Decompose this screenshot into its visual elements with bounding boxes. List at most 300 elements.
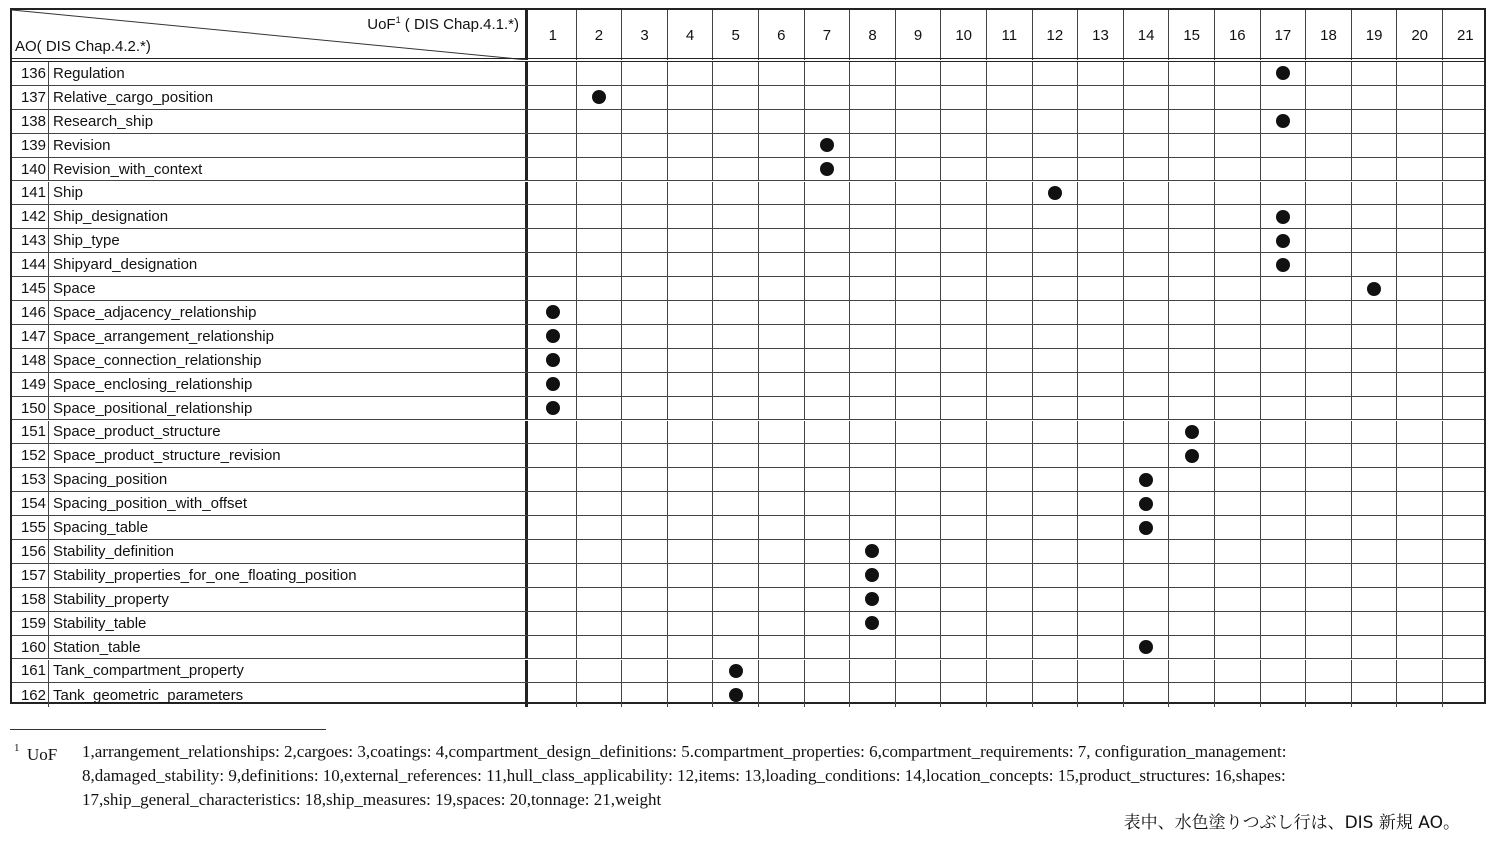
matrix-cell [1351, 421, 1397, 444]
matrix-cell [804, 86, 850, 109]
footnote-line-3: 17,ship_general_characteristics: 18,ship_measures: 19,spaces: 20,tonnage: 21,weight [82, 790, 662, 809]
matrix-cell [940, 253, 986, 276]
matrix-cell [1214, 62, 1260, 85]
matrix-cell [758, 325, 804, 348]
matrix-cell [804, 564, 850, 587]
matrix-cell [895, 421, 941, 444]
matrix-cell [1442, 660, 1488, 683]
matrix-cell [1168, 277, 1214, 300]
row-ao-name: Spacing_position [50, 468, 528, 491]
matrix-cell [1214, 660, 1260, 683]
matrix-cell [712, 492, 758, 515]
row-ao-name: Regulation [50, 62, 528, 85]
matrix-cell [1032, 158, 1078, 181]
column-header-2: 2 [576, 10, 622, 60]
table-row [12, 683, 1484, 707]
matrix-cell [621, 86, 667, 109]
matrix-cell [712, 373, 758, 396]
matrix-cell [1396, 421, 1442, 444]
matrix-cell [895, 86, 941, 109]
matrix-cell [1077, 62, 1123, 85]
matrix-cell [576, 325, 622, 348]
matrix-cell [1396, 468, 1442, 491]
matrix-cell [1168, 158, 1214, 181]
matrix-cell [758, 492, 804, 515]
matrix-cell [1351, 182, 1397, 205]
matrix-cell [1123, 516, 1169, 539]
matrix-cell [804, 110, 850, 133]
matrix-cell [849, 636, 895, 659]
matrix-cell [712, 540, 758, 563]
matrix-cell [1305, 421, 1351, 444]
matrix-cell [712, 182, 758, 205]
column-header-15: 15 [1168, 10, 1214, 60]
matrix-cell [1032, 134, 1078, 157]
matrix-cell [804, 349, 850, 372]
matrix-cell [712, 588, 758, 611]
row-number: 157 [12, 564, 49, 587]
matrix-cell [576, 301, 622, 324]
row-number: 149 [12, 373, 49, 396]
footnote-line-2: 8,damaged_stability: 9,definitions: 10,external_references: 11,hull_class_applicability: 12,items: 13,loading_conditions: 14,location_concepts: 15,product_structures: 16,shapes: [82, 766, 1286, 785]
matrix-cell [849, 516, 895, 539]
matrix-cell [530, 253, 576, 276]
matrix-cell [1305, 229, 1351, 252]
matrix-cell [986, 110, 1032, 133]
matrix-cell [1351, 325, 1397, 348]
matrix-cell [986, 612, 1032, 635]
matrix-cell [1396, 62, 1442, 85]
table-row [12, 62, 1484, 86]
matrix-cell [1260, 660, 1306, 683]
matrix-cell [621, 229, 667, 252]
matrix-cell [621, 516, 667, 539]
matrix-cell [1123, 373, 1169, 396]
matrix-cell [1214, 564, 1260, 587]
matrix-cell [895, 182, 941, 205]
matrix-cell [667, 564, 713, 587]
matrix-cell [849, 134, 895, 157]
matrix-cell [530, 277, 576, 300]
matrix-cell [1442, 134, 1488, 157]
matrix-cell [1032, 492, 1078, 515]
header-corner-cell [12, 10, 528, 60]
row-number: 142 [12, 205, 49, 228]
matrix-cell [1032, 229, 1078, 252]
matrix-cell [1032, 540, 1078, 563]
matrix-cell [1305, 588, 1351, 611]
matrix-cell [1168, 564, 1214, 587]
matrix-cell [1260, 301, 1306, 324]
column-header-10: 10 [940, 10, 986, 60]
matrix-cell [895, 134, 941, 157]
matrix-cell [667, 540, 713, 563]
matrix-cell [530, 636, 576, 659]
mapping-dot-icon [1367, 282, 1381, 296]
matrix-cell [667, 421, 713, 444]
column-header-17: 17 [1260, 10, 1306, 60]
matrix-cell [1214, 516, 1260, 539]
mapping-dot-icon [546, 329, 560, 343]
matrix-cell [1396, 540, 1442, 563]
mapping-dot-icon [1139, 473, 1153, 487]
matrix-cell [849, 468, 895, 491]
row-ao-name: Space_arrangement_relationship [50, 325, 528, 348]
matrix-cell [758, 516, 804, 539]
matrix-cell [1305, 397, 1351, 420]
matrix-cell [576, 182, 622, 205]
matrix-cell [940, 277, 986, 300]
matrix-cell [1123, 683, 1169, 707]
matrix-cell [1032, 349, 1078, 372]
matrix-cell [1442, 301, 1488, 324]
matrix-cell [1168, 373, 1214, 396]
matrix-cell [576, 444, 622, 467]
matrix-cell [1260, 492, 1306, 515]
matrix-cell [758, 205, 804, 228]
matrix-cell [1168, 349, 1214, 372]
matrix-cell [849, 158, 895, 181]
matrix-cell [1396, 660, 1442, 683]
matrix-cell [576, 683, 622, 707]
matrix-cell [712, 134, 758, 157]
matrix-cell [758, 373, 804, 396]
matrix-cell [1032, 325, 1078, 348]
matrix-cell [758, 421, 804, 444]
row-ao-name: Stability_properties_for_one_floating_position [50, 564, 528, 587]
matrix-cell [712, 421, 758, 444]
matrix-cell [986, 205, 1032, 228]
matrix-cell [621, 253, 667, 276]
matrix-cell [1123, 421, 1169, 444]
matrix-cell [1123, 86, 1169, 109]
table-row [12, 660, 1484, 684]
matrix-cell [1305, 86, 1351, 109]
matrix-cell [1305, 182, 1351, 205]
table-row [12, 444, 1484, 468]
row-number: 162 [12, 683, 49, 707]
matrix-cell [940, 110, 986, 133]
matrix-cell [1077, 301, 1123, 324]
matrix-cell [986, 421, 1032, 444]
matrix-cell [1077, 277, 1123, 300]
matrix-cell [576, 229, 622, 252]
matrix-cell [1214, 229, 1260, 252]
matrix-cell [758, 540, 804, 563]
matrix-cell [1351, 253, 1397, 276]
matrix-cell [712, 612, 758, 635]
table-row [12, 349, 1484, 373]
matrix-cell [621, 588, 667, 611]
column-header-9: 9 [895, 10, 941, 60]
matrix-cell [1168, 588, 1214, 611]
matrix-cell [1260, 134, 1306, 157]
matrix-cell [849, 229, 895, 252]
matrix-cell [1351, 612, 1397, 635]
matrix-cell [895, 444, 941, 467]
matrix-cell [712, 660, 758, 683]
matrix-cell [1077, 253, 1123, 276]
matrix-cell [758, 683, 804, 707]
matrix-cell [576, 86, 622, 109]
matrix-cell [1305, 373, 1351, 396]
matrix-cell [1032, 253, 1078, 276]
matrix-cell [1032, 588, 1078, 611]
matrix-cell [530, 444, 576, 467]
matrix-cell [1260, 468, 1306, 491]
mapping-dot-icon [592, 90, 606, 104]
matrix-cell [1396, 612, 1442, 635]
matrix-cell [1351, 229, 1397, 252]
matrix-cell [1077, 349, 1123, 372]
matrix-cell [530, 301, 576, 324]
mapping-dot-icon [1185, 425, 1199, 439]
matrix-cell [1260, 397, 1306, 420]
row-number: 155 [12, 516, 49, 539]
matrix-cell [1442, 421, 1488, 444]
column-header-16: 16 [1214, 10, 1260, 60]
matrix-cell [1123, 325, 1169, 348]
row-ao-name: Space_product_structure_revision [50, 444, 528, 467]
matrix-cell [986, 636, 1032, 659]
matrix-cell [1123, 660, 1169, 683]
matrix-cell [940, 62, 986, 85]
mapping-dot-icon [1276, 258, 1290, 272]
matrix-cell [895, 564, 941, 587]
row-number: 150 [12, 397, 49, 420]
matrix-cell [712, 301, 758, 324]
matrix-cell [758, 86, 804, 109]
matrix-cell [621, 683, 667, 707]
matrix-cell [1032, 636, 1078, 659]
matrix-cell [1351, 516, 1397, 539]
matrix-cell [758, 134, 804, 157]
matrix-cell [986, 564, 1032, 587]
matrix-cell [758, 444, 804, 467]
matrix-cell [530, 683, 576, 707]
matrix-cell [576, 134, 622, 157]
matrix-cell [712, 253, 758, 276]
matrix-cell [758, 564, 804, 587]
matrix-cell [895, 229, 941, 252]
matrix-cell [895, 492, 941, 515]
matrix-cell [986, 253, 1032, 276]
matrix-cell [1260, 325, 1306, 348]
matrix-cell [1168, 516, 1214, 539]
row-ao-name: Stability_property [50, 588, 528, 611]
matrix-cell [895, 397, 941, 420]
matrix-cell [1214, 421, 1260, 444]
matrix-cell [1396, 564, 1442, 587]
matrix-cell [1168, 660, 1214, 683]
matrix-cell [1032, 182, 1078, 205]
matrix-cell [1214, 683, 1260, 707]
row-number: 159 [12, 612, 49, 635]
matrix-cell [940, 636, 986, 659]
matrix-cell [758, 253, 804, 276]
matrix-cell [1077, 444, 1123, 467]
matrix-cell [1260, 349, 1306, 372]
matrix-cell [804, 62, 850, 85]
matrix-cell [621, 421, 667, 444]
matrix-cell [986, 444, 1032, 467]
matrix-cell [986, 588, 1032, 611]
row-ao-name: Stability_table [50, 612, 528, 635]
matrix-cell [804, 253, 850, 276]
matrix-cell [576, 205, 622, 228]
footnote-term: UoF [27, 745, 58, 764]
matrix-cell [804, 397, 850, 420]
matrix-cell [1442, 373, 1488, 396]
row-number: 161 [12, 660, 49, 683]
matrix-cell [712, 444, 758, 467]
matrix-cell [895, 636, 941, 659]
matrix-cell [849, 421, 895, 444]
matrix-cell [1396, 444, 1442, 467]
matrix-cell [804, 588, 850, 611]
matrix-cell [940, 134, 986, 157]
matrix-cell [1305, 205, 1351, 228]
matrix-cell [1305, 158, 1351, 181]
matrix-cell [1077, 516, 1123, 539]
mapping-dot-icon [1276, 114, 1290, 128]
mapping-dot-icon [820, 138, 834, 152]
matrix-cell [1442, 110, 1488, 133]
matrix-cell [940, 468, 986, 491]
matrix-cell [1077, 397, 1123, 420]
matrix-cell [1032, 612, 1078, 635]
row-ao-name: Spacing_table [50, 516, 528, 539]
matrix-cell [1077, 86, 1123, 109]
column-header-19: 19 [1351, 10, 1397, 60]
matrix-cell [1123, 205, 1169, 228]
matrix-cell [1032, 468, 1078, 491]
matrix-cell [849, 492, 895, 515]
matrix-cell [576, 421, 622, 444]
matrix-cell [986, 516, 1032, 539]
matrix-cell [621, 564, 667, 587]
matrix-cell [530, 468, 576, 491]
matrix-cell [1260, 612, 1306, 635]
matrix-cell [1214, 205, 1260, 228]
matrix-cell [849, 588, 895, 611]
matrix-cell [621, 660, 667, 683]
note-japanese: 表中、水色塗りつぶし行は、DIS 新規 AO。 [1123, 813, 1460, 833]
mapping-dot-icon [1185, 449, 1199, 463]
matrix-cell [667, 588, 713, 611]
matrix-cell [940, 373, 986, 396]
matrix-cell [1351, 86, 1397, 109]
matrix-cell [1168, 444, 1214, 467]
matrix-cell [1260, 588, 1306, 611]
matrix-cell [849, 62, 895, 85]
matrix-cell [576, 492, 622, 515]
matrix-cell [1351, 444, 1397, 467]
matrix-cell [576, 612, 622, 635]
matrix-cell [1168, 468, 1214, 491]
matrix-cell [712, 468, 758, 491]
matrix-cell [849, 253, 895, 276]
matrix-cell [1305, 62, 1351, 85]
matrix-cell [849, 612, 895, 635]
matrix-cell [576, 253, 622, 276]
matrix-cell [1214, 349, 1260, 372]
matrix-cell [1214, 158, 1260, 181]
matrix-cell [1305, 683, 1351, 707]
matrix-cell [1260, 277, 1306, 300]
matrix-cell [530, 540, 576, 563]
matrix-cell [712, 516, 758, 539]
matrix-cell [1214, 444, 1260, 467]
mapping-dot-icon [865, 568, 879, 582]
matrix-cell [1168, 62, 1214, 85]
mapping-dot-icon [865, 592, 879, 606]
matrix-cell [1442, 540, 1488, 563]
matrix-cell [1123, 540, 1169, 563]
matrix-cell [530, 612, 576, 635]
matrix-cell [1077, 325, 1123, 348]
matrix-cell [712, 325, 758, 348]
matrix-cell [895, 349, 941, 372]
matrix-cell [1305, 444, 1351, 467]
matrix-cell [758, 468, 804, 491]
row-ao-name: Space_positional_relationship [50, 397, 528, 420]
matrix-cell [758, 229, 804, 252]
matrix-cell [1032, 277, 1078, 300]
row-number: 152 [12, 444, 49, 467]
matrix-cell [986, 158, 1032, 181]
matrix-cell [1077, 564, 1123, 587]
matrix-cell [667, 205, 713, 228]
matrix-cell [1305, 277, 1351, 300]
table-row [12, 205, 1484, 229]
matrix-cell [849, 86, 895, 109]
mapping-dot-icon [1276, 234, 1290, 248]
matrix-cell [849, 444, 895, 467]
matrix-cell [1214, 182, 1260, 205]
matrix-cell [667, 349, 713, 372]
matrix-cell [1123, 253, 1169, 276]
matrix-cell [1214, 540, 1260, 563]
matrix-cell [1032, 516, 1078, 539]
matrix-cell [1351, 492, 1397, 515]
matrix-cell [804, 540, 850, 563]
matrix-cell [804, 492, 850, 515]
matrix-cell [667, 182, 713, 205]
matrix-cell [804, 205, 850, 228]
matrix-cell [895, 540, 941, 563]
table-row [12, 134, 1484, 158]
matrix-cell [621, 349, 667, 372]
matrix-cell [530, 492, 576, 515]
matrix-cell [1077, 421, 1123, 444]
matrix-cell [576, 277, 622, 300]
matrix-cell [1214, 492, 1260, 515]
matrix-cell [804, 277, 850, 300]
matrix-cell [1442, 564, 1488, 587]
matrix-cell [621, 301, 667, 324]
matrix-cell [1305, 492, 1351, 515]
table-row [12, 158, 1484, 182]
matrix-cell [849, 110, 895, 133]
matrix-cell [621, 158, 667, 181]
matrix-cell [986, 683, 1032, 707]
matrix-cell [940, 397, 986, 420]
table-row [12, 516, 1484, 540]
matrix-cell [1396, 205, 1442, 228]
matrix-cell [1442, 277, 1488, 300]
matrix-cell [1442, 444, 1488, 467]
